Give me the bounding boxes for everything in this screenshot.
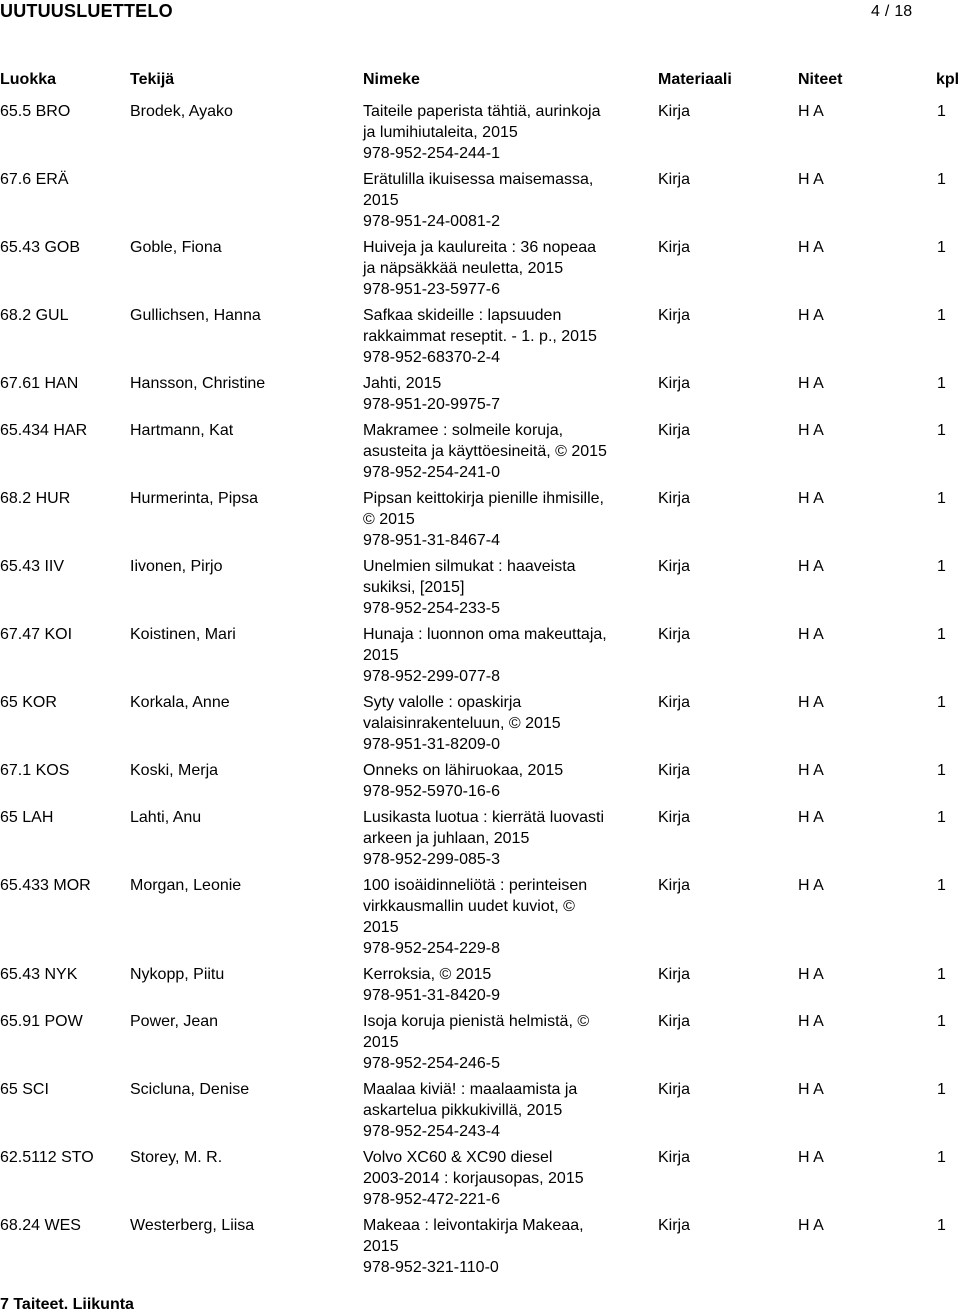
nimeke-line: 2015	[363, 919, 399, 936]
total-pages: 18	[894, 3, 913, 20]
nimeke-line: ja näpsäkkää neuletta, 2015	[363, 260, 564, 277]
nimeke-line: Huiveja ja kaulureita : 36 nopeaa	[363, 239, 597, 256]
cell-nimeke	[363, 420, 623, 483]
cell-nimeke	[363, 305, 623, 368]
column-header-kpl: kpl	[936, 71, 960, 88]
cell-tekija: Power, Jean	[130, 1013, 219, 1030]
cell-tekija: Gullichsen, Hanna	[130, 307, 261, 324]
cell-nimeke	[363, 624, 623, 687]
cell-niteet: H A	[798, 422, 824, 439]
page-title: UUTUUSLUETTELO	[0, 1, 173, 21]
cell-nimeke	[363, 373, 623, 415]
cell-luokka: 65 LAH	[0, 809, 54, 826]
nimeke-line: 978-951-24-0081-2	[363, 213, 500, 230]
cell-luokka: 68.24 WES	[0, 1217, 81, 1234]
cell-luokka: 65.43 IIV	[0, 558, 65, 575]
nimeke-line: 100 isoäidinneliötä : perinteisen	[363, 877, 588, 894]
cell-kpl: 1	[937, 558, 946, 575]
cell-kpl: 1	[937, 490, 946, 507]
cell-kpl: 1	[937, 375, 946, 392]
nimeke-line: Taiteile paperista tähtiä, aurinkoja	[363, 103, 601, 120]
nimeke-line: © 2015	[363, 511, 415, 528]
cell-tekija: Hansson, Christine	[130, 375, 266, 392]
page-separator: /	[884, 3, 890, 20]
current-page: 4	[871, 3, 880, 20]
cell-kpl: 1	[937, 1217, 946, 1234]
nimeke-line: 978-952-254-241-0	[363, 464, 500, 481]
cell-materiaali: Kirja	[658, 171, 691, 188]
cell-luokka: 65.91 POW	[0, 1013, 83, 1030]
cell-nimeke	[363, 101, 623, 164]
cell-niteet: H A	[798, 307, 824, 324]
cell-nimeke	[363, 237, 623, 300]
cell-nimeke	[363, 692, 623, 755]
nimeke-line: 978-951-31-8420-9	[363, 987, 500, 1004]
table-header	[0, 69, 960, 90]
cell-materiaali: Kirja	[658, 103, 691, 120]
cell-tekija: Hurmerinta, Pipsa	[130, 490, 259, 507]
cell-niteet: H A	[798, 1081, 824, 1098]
cell-niteet: H A	[798, 966, 824, 983]
nimeke-line: arkeen ja juhlaan, 2015	[363, 830, 530, 847]
cell-materiaali: Kirja	[658, 375, 691, 392]
cell-kpl: 1	[937, 171, 946, 188]
nimeke-line: 978-952-254-243-4	[363, 1123, 500, 1140]
nimeke-line: 2015	[363, 1238, 399, 1255]
cell-materiaali: Kirja	[658, 1149, 691, 1166]
cell-kpl: 1	[937, 809, 946, 826]
nimeke-line: Unelmien silmukat : haaveista	[363, 558, 576, 575]
cell-luokka: 67.6 ERÄ	[0, 171, 69, 188]
cell-luokka: 65.433 MOR	[0, 877, 91, 894]
nimeke-line: Isoja koruja pienistä helmistä, ©	[363, 1013, 590, 1030]
nimeke-line: 978-952-254-229-8	[363, 940, 500, 957]
cell-kpl: 1	[937, 239, 946, 256]
nimeke-line: 2015	[363, 647, 399, 664]
cell-niteet: H A	[798, 171, 824, 188]
column-header-niteet: Niteet	[798, 71, 843, 88]
column-header-materiaali: Materiaali	[658, 71, 732, 88]
nimeke-line: 978-951-31-8209-0	[363, 736, 500, 753]
nimeke-line: 978-952-321-110-0	[363, 1259, 499, 1276]
cell-luokka: 67.1 KOS	[0, 762, 70, 779]
cell-materiaali: Kirja	[658, 307, 691, 324]
cell-niteet: H A	[798, 103, 824, 120]
cell-tekija: Brodek, Ayako	[130, 103, 233, 120]
cell-tekija: Koski, Merja	[130, 762, 219, 779]
column-header-luokka: Luokka	[0, 71, 57, 88]
cell-tekija: Westerberg, Liisa	[130, 1217, 255, 1234]
cell-kpl: 1	[937, 103, 946, 120]
cell-niteet: H A	[798, 762, 824, 779]
nimeke-line: 2015	[363, 192, 399, 209]
cell-niteet: H A	[798, 1013, 824, 1030]
cell-materiaali: Kirja	[658, 490, 691, 507]
cell-nimeke	[363, 1215, 623, 1278]
nimeke-line: Onneks on lähiruokaa, 2015	[363, 762, 564, 779]
nimeke-line: Kerroksia, © 2015	[363, 966, 492, 983]
column-header-nimeke: Nimeke	[363, 71, 420, 88]
cell-kpl: 1	[937, 422, 946, 439]
cell-materiaali: Kirja	[658, 1217, 691, 1234]
cell-nimeke	[363, 964, 623, 1006]
nimeke-line: 978-952-254-233-5	[363, 600, 500, 617]
nimeke-line: ja lumihiutaleita, 2015	[363, 124, 518, 141]
column-header-tekija: Tekijä	[130, 71, 175, 88]
cell-niteet: H A	[798, 239, 824, 256]
nimeke-line: 978-951-20-9975-7	[363, 396, 500, 413]
nimeke-line: Makramee : solmeile koruja,	[363, 422, 564, 439]
cell-materiaali: Kirja	[658, 762, 691, 779]
cell-materiaali: Kirja	[658, 694, 691, 711]
cell-kpl: 1	[937, 762, 946, 779]
cell-luokka: 67.47 KOI	[0, 626, 73, 643]
section-heading: 7 Taiteet. Liikunta	[0, 1296, 134, 1313]
cell-luokka: 62.5112 STO	[0, 1149, 94, 1166]
cell-tekija: Hartmann, Kat	[130, 422, 234, 439]
cell-niteet: H A	[798, 1149, 824, 1166]
cell-niteet: H A	[798, 375, 824, 392]
nimeke-line: 978-951-31-8467-4	[363, 532, 500, 549]
cell-nimeke	[363, 488, 623, 551]
cell-materiaali: Kirja	[658, 809, 691, 826]
nimeke-line: 978-952-254-244-1	[363, 145, 500, 162]
cell-materiaali: Kirja	[658, 966, 691, 983]
nimeke-line: Hunaja : luonnon oma makeuttaja,	[363, 626, 607, 643]
cell-niteet: H A	[798, 1217, 824, 1234]
cell-luokka: 65 SCI	[0, 1081, 49, 1098]
cell-materiaali: Kirja	[658, 422, 691, 439]
cell-nimeke	[363, 556, 623, 619]
cell-nimeke	[363, 1079, 623, 1142]
cell-materiaali: Kirja	[658, 1081, 691, 1098]
nimeke-line: asusteita ja käyttöesineitä, © 2015	[363, 443, 607, 460]
cell-kpl: 1	[937, 877, 946, 894]
nimeke-line: 978-952-299-085-3	[363, 851, 500, 868]
nimeke-line: 2003-2014 : korjausopas, 2015	[363, 1170, 584, 1187]
cell-tekija: Lahti, Anu	[130, 809, 202, 826]
nimeke-line: valaisinrakenteluun, © 2015	[363, 715, 561, 732]
nimeke-line: 978-952-68370-2-4	[363, 349, 500, 366]
cell-luokka: 68.2 GUL	[0, 307, 69, 324]
cell-kpl: 1	[937, 966, 946, 983]
cell-materiaali: Kirja	[658, 1013, 691, 1030]
nimeke-line: askartelua pikkukivillä, 2015	[363, 1102, 563, 1119]
nimeke-line: Syty valolle : opaskirja	[363, 694, 522, 711]
page-number	[871, 1, 912, 22]
cell-materiaali: Kirja	[658, 558, 691, 575]
cell-nimeke	[363, 875, 623, 959]
nimeke-line: virkkausmallin uudet kuviot, ©	[363, 898, 575, 915]
cell-materiaali: Kirja	[658, 626, 691, 643]
cell-nimeke	[363, 1011, 623, 1074]
nimeke-line: Makeaa : leivontakirja Makeaa,	[363, 1217, 584, 1234]
cell-niteet: H A	[798, 694, 824, 711]
nimeke-line: Jahti, 2015	[363, 375, 442, 392]
nimeke-line: 978-952-5970-16-6	[363, 783, 500, 800]
cell-luokka: 65.5 BRO	[0, 103, 71, 120]
cell-tekija: Scicluna, Denise	[130, 1081, 250, 1098]
nimeke-line: 2015	[363, 1034, 399, 1051]
nimeke-line: rakkaimmat reseptit. - 1. p., 2015	[363, 328, 597, 345]
cell-luokka: 68.2 HUR	[0, 490, 71, 507]
cell-luokka: 65.434 HAR	[0, 422, 88, 439]
cell-tekija: Storey, M. R.	[130, 1149, 223, 1166]
nimeke-line: Lusikasta luotua : kierrätä luovasti	[363, 809, 605, 826]
cell-tekija: Korkala, Anne	[130, 694, 230, 711]
nimeke-line: Safkaa skideille : lapsuuden	[363, 307, 562, 324]
cell-tekija: Iivonen, Pirjo	[130, 558, 223, 575]
nimeke-line: 978-952-299-077-8	[363, 668, 500, 685]
cell-kpl: 1	[937, 1013, 946, 1030]
cell-niteet: H A	[798, 490, 824, 507]
cell-kpl: 1	[937, 626, 946, 643]
cell-luokka: 65.43 NYK	[0, 966, 78, 983]
nimeke-line: Erätulilla ikuisessa maisemassa,	[363, 171, 594, 188]
cell-nimeke	[363, 807, 623, 870]
cell-tekija: Morgan, Leonie	[130, 877, 242, 894]
cell-materiaali: Kirja	[658, 877, 691, 894]
cell-luokka: 65 KOR	[0, 694, 57, 711]
nimeke-line: 978-952-472-221-6	[363, 1191, 500, 1208]
cell-nimeke	[363, 169, 623, 232]
cell-niteet: H A	[798, 626, 824, 643]
cell-nimeke	[363, 760, 623, 802]
cell-tekija: Koistinen, Mari	[130, 626, 236, 643]
cell-materiaali: Kirja	[658, 239, 691, 256]
nimeke-line: Pipsan keittokirja pienille ihmisille,	[363, 490, 604, 507]
cell-nimeke	[363, 1147, 623, 1210]
cell-tekija: Goble, Fiona	[130, 239, 222, 256]
nimeke-line: Volvo XC60 & XC90 diesel	[363, 1149, 553, 1166]
cell-luokka: 67.61 HAN	[0, 375, 79, 392]
cell-niteet: H A	[798, 877, 824, 894]
cell-kpl: 1	[937, 694, 946, 711]
nimeke-line: 978-951-23-5977-6	[363, 281, 500, 298]
cell-kpl: 1	[937, 307, 946, 324]
nimeke-line: sukiksi, [2015]	[363, 579, 465, 596]
cell-niteet: H A	[798, 558, 824, 575]
cell-kpl: 1	[937, 1081, 946, 1098]
cell-tekija: Nykopp, Piitu	[130, 966, 225, 983]
cell-niteet: H A	[798, 809, 824, 826]
cell-kpl: 1	[937, 1149, 946, 1166]
nimeke-line: Maalaa kiviä! : maalaamista ja	[363, 1081, 578, 1098]
nimeke-line: 978-952-254-246-5	[363, 1055, 500, 1072]
cell-luokka: 65.43 GOB	[0, 239, 81, 256]
